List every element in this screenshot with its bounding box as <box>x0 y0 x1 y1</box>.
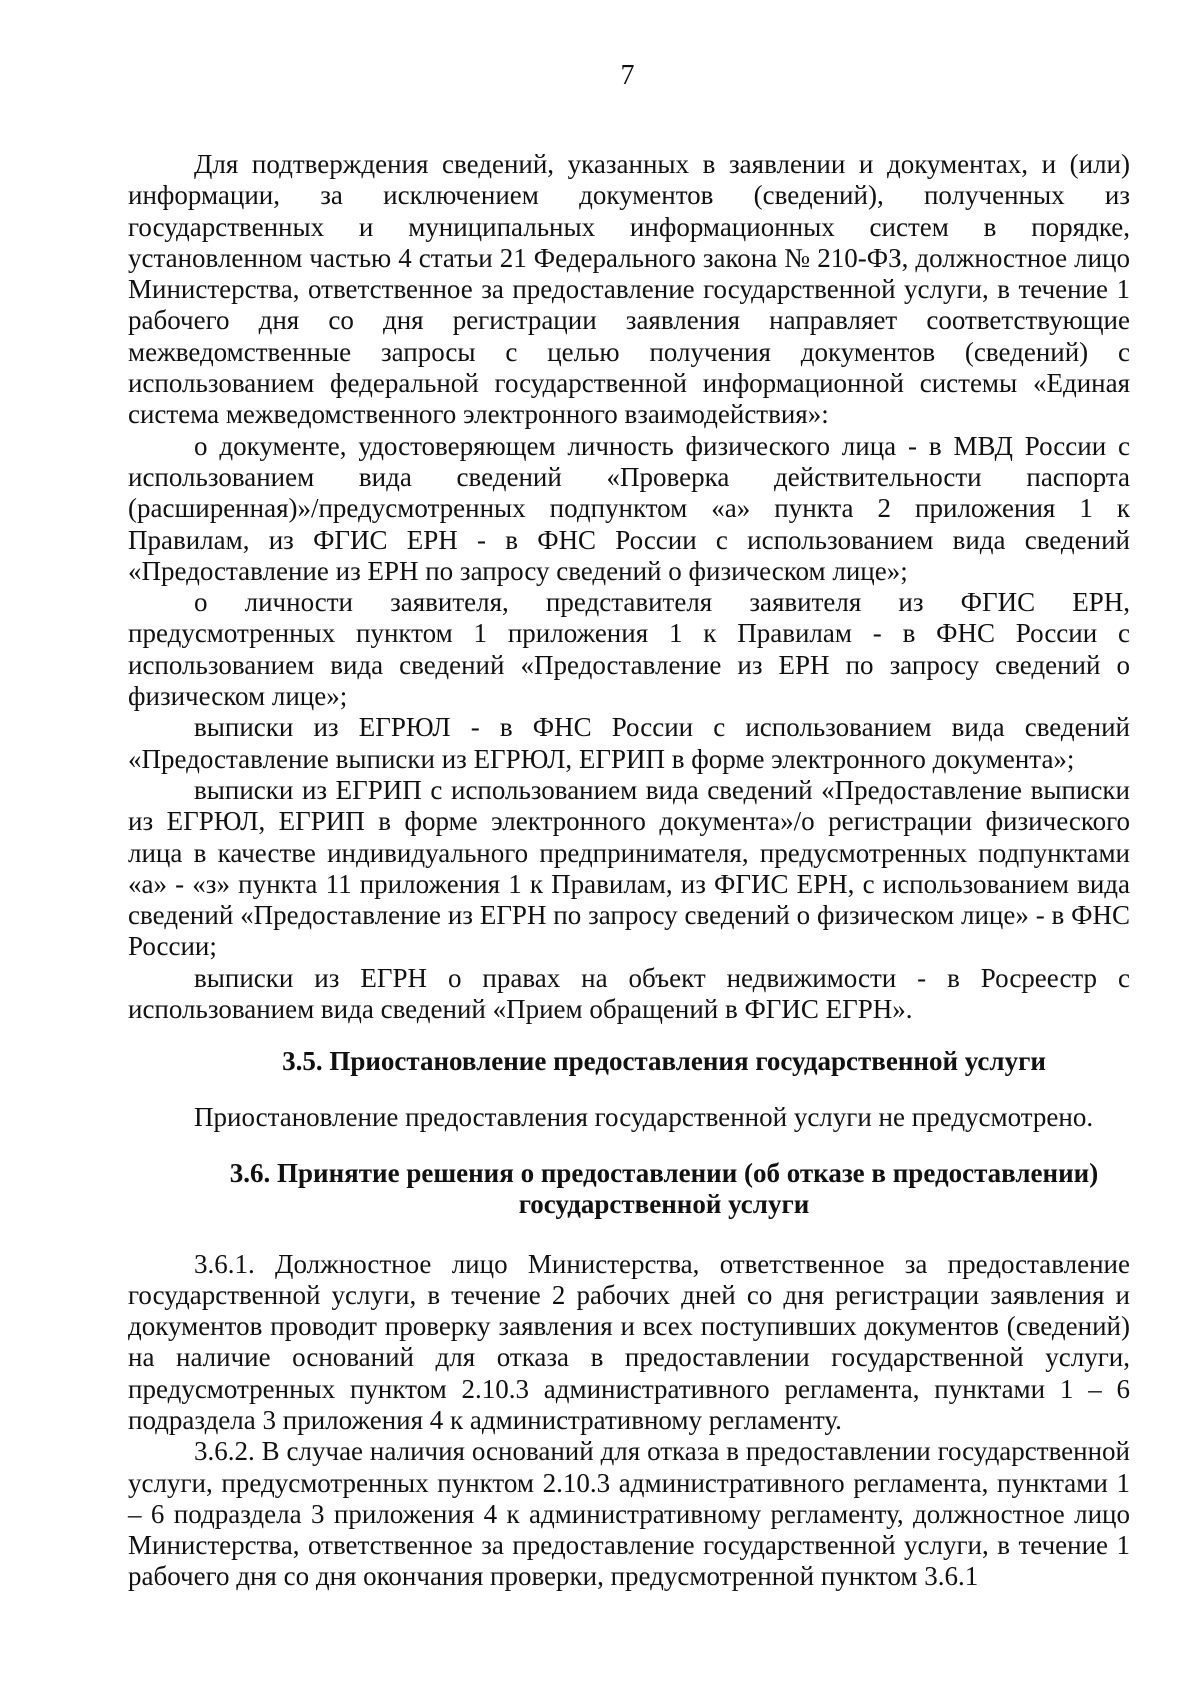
paragraph-egrul-extract: выписки из ЕГРЮЛ - в ФНС России с использованием вида сведений «Предоставление выписки из ЕГРЮЛ, ЕГРИП в форме электронного документа»; <box>128 712 1130 774</box>
section-heading-3-6 <box>128 1158 1130 1221</box>
paragraph-egrip-extract: выписки из ЕГРИП с использованием вида сведений «Предоставление выписки из ЕГРЮЛ, ЕГРИП в форме электронного документа»/о регистрации физического лица в качестве индивидуального предпринимателя, предусмотренных подпунктами «а» - «з» пункта 11 приложения 1 к Правилам, из ФГИС ЕРН, с использованием вида сведений «Предоставление из ЕГРН по запросу сведений о физическом лице» - в ФНС России; <box>128 774 1130 962</box>
paragraph-identity-document: о документе, удостоверяющем личность физического лица - в МВД России с использованием вида сведений «Проверка действительности паспорта (расширенная)»/предусмотренных подпунктом «а» пункта 2 приложения 1 к Правилам, из ФГИС ЕРН - в ФНС России с использованием вида сведений «Предоставление из ЕРН по запросу сведений о физическом лице»; <box>128 430 1130 586</box>
section-heading-3-5: 3.5. Приостановление предоставления государственной услуги <box>282 1046 1046 1077</box>
section-heading-3-6-line1: 3.6. Принятие решения о предоставлении (об отказе в предоставлении) <box>229 1157 1099 1188</box>
page-number: 7 <box>620 60 635 91</box>
section-heading-3-6-line2: государственной услуги <box>518 1189 810 1220</box>
paragraph-applicant-identity: о личности заявителя, представителя заявителя из ФГИС ЕРН, предусмотренных пунктом 1 приложения 1 к Правилам - в ФНС России с использованием вида сведений «Предоставление из ЕРН по запросу сведений о физическом лице»; <box>128 587 1130 712</box>
paragraph-egrn-extract: выписки из ЕГРН о правах на объект недвижимости - в Росреестр с использованием вида сведений «Прием обращений в ФГИС ЕГРН». <box>128 962 1130 1025</box>
paragraph-3-6-1: 3.6.1. Должностное лицо Министерства, ответственное за предоставление государственной услуги, в течение 2 рабочих дней со дня регистрации заявления и документов проводит проверку заявления и всех поступивших документов (сведений) на наличие оснований для отказа в предоставлении государственной услуги, предусмотренных пунктом 2.10.3 административного регламента, пунктами 1 – 6 подраздела 3 приложения 4 к административному регламенту. <box>128 1248 1130 1435</box>
paragraph-intro: Для подтверждения сведений, указанных в заявлении и документах, и (или) информации, за исключением документов (сведений), полученных из государственных и муниципальных информационных систем в порядке, установленном частью 4 статьи 21 Федерального закона № 210-ФЗ, должностное лицо Министерства, ответственное за предоставление государственной услуги, в течение 1 рабочего дня со дня регистрации заявления направляет соответствующие межведомственные запросы с целью получения документов (сведений) с использованием федеральной государственной информационной системы «Единая система межведомственного электронного взаимодействия»: <box>128 149 1130 430</box>
paragraph-no-suspension: Приостановление предоставления государственной услуги не предусмотрено. <box>194 1101 1094 1132</box>
paragraph-3-6-2: 3.6.2. В случае наличия оснований для отказа в предоставлении государственной услуги, предусмотренных пунктом 2.10.3 административного регламента, пунктами 1 – 6 подраздела 3 приложения 4 к административному регламенту, должностное лицо Министерства, ответственное за предоставление государственной услуги, в течение 1 рабочего дня со дня окончания проверки, предусмотренной пунктом 3.6.1 <box>128 1436 1130 1592</box>
document-body <box>128 149 1130 1593</box>
